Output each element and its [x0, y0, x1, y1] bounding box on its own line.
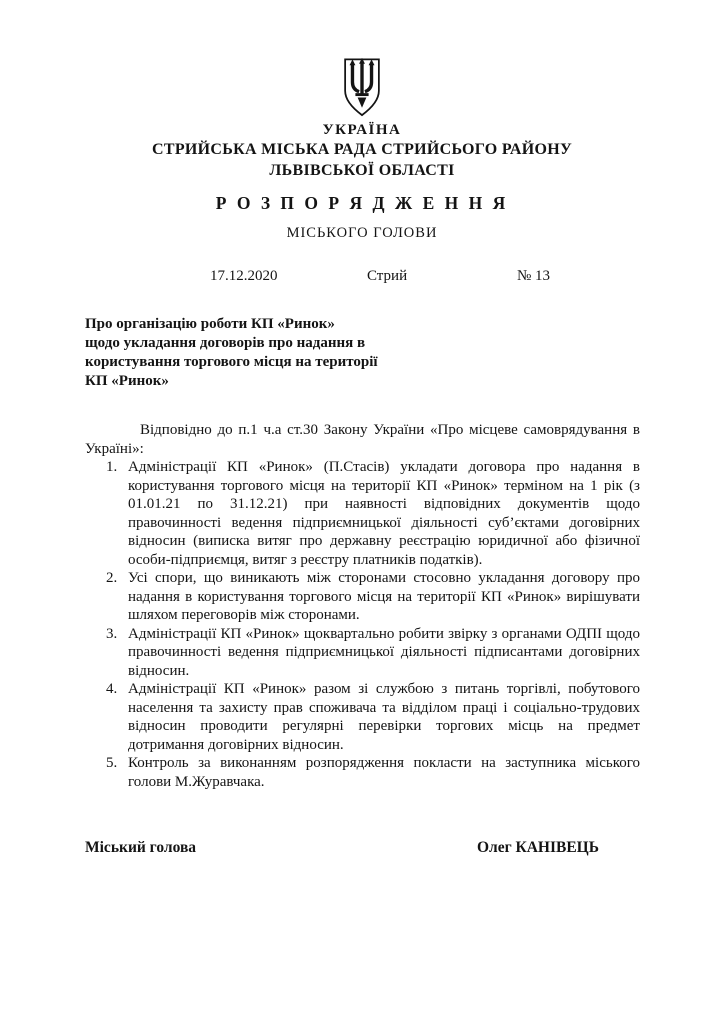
document-issuer: МІСЬКОГО ГОЛОВИ: [286, 225, 438, 241]
list-item-number: 4.: [106, 681, 118, 697]
list-item: [106, 625, 640, 681]
list-item-text: Усі спори, що виникають між сторонами стосовно укладання договору про надання в користування торгового місця на території КП «Ринок» вирішувати шляхом переговорів між сторонами.: [128, 570, 640, 623]
list-item-number: 2.: [106, 570, 118, 586]
meta-row: [0, 268, 724, 287]
list-item: [106, 754, 640, 791]
council-name-line1: СТРИЙСЬКА МІСЬКА РАДА СТРИЙСЬОГО РАЙОНУ: [152, 141, 572, 158]
subject-line-3: користування торгового місця на території: [85, 354, 378, 370]
document-type-title: Р О З П О Р Я Д Ж Е Н Н Я: [215, 193, 509, 213]
council-name-line2: ЛЬВІВСЬКОЇ ОБЛАСТІ: [269, 162, 455, 179]
list-item-text: Адміністрації КП «Ринок» щоквартально робити звірку з органами ОДПІ щодо правочинності ведення підприємницької діяльності підписантами договірних відносин.: [128, 625, 640, 679]
list-item-text: Контроль за виконанням розпорядження покласти на заступника міського голови М.Журавчака.: [128, 755, 640, 790]
order-items-list: [106, 458, 640, 791]
signer-position: Міський голова: [85, 839, 197, 856]
list-item-number: 3.: [106, 625, 118, 642]
list-item-text: Адміністрації КП «Ринок» разом зі службою з питань торгівлі, побутового населення та захисту прав споживача та відділом праці і соціально-трудових відносин проводити регулярні перевірки торгових місць на предмет дотримання договірних відносин.: [128, 681, 640, 753]
list-item: [106, 458, 640, 569]
signer-name: Олег КАНІВЕЦЬ: [476, 839, 599, 856]
subject-line-4: КП «Ринок»: [85, 373, 169, 389]
ukraine-trident-emblem-icon: [340, 57, 384, 119]
list-item-number: 5.: [106, 755, 118, 771]
subject-line-2: щодо укладання договорів про надання в: [85, 335, 366, 351]
document-date: 17.12.2020: [210, 268, 278, 284]
list-item-number: 1.: [106, 459, 118, 475]
document-number: № 13: [517, 268, 551, 284]
intro-paragraph: Відповідно до п.1 ч.а ст.30 Закону України «Про місцеве самоврядування в Україні»:: [85, 422, 640, 457]
document-body: [85, 421, 640, 791]
document-header: [0, 0, 724, 242]
signature-row: [85, 839, 599, 857]
list-item: [106, 569, 640, 625]
subject-line-1: Про організацію роботи КП «Ринок»: [85, 316, 335, 332]
subject-block: [85, 315, 724, 391]
document-city: Стрий: [367, 268, 408, 284]
list-item: [106, 680, 640, 754]
list-item-text: Адміністрації КП «Ринок» (П.Стасів) укладати договора про надання в користування торгового місця на території КП «Ринок» терміном на 1 рік (з 01.01.21 по 31.12.21) при наявності відповідних документів щодо правочинності ведення підприємницької діяльності суб’єктами договірних відносин (виписка витяг про державну реєстрацію юридичної або фізичної особи-підприємця, витяг з реєстру платників податків).: [128, 459, 640, 568]
country-title: УКРАЇНА: [322, 122, 402, 138]
